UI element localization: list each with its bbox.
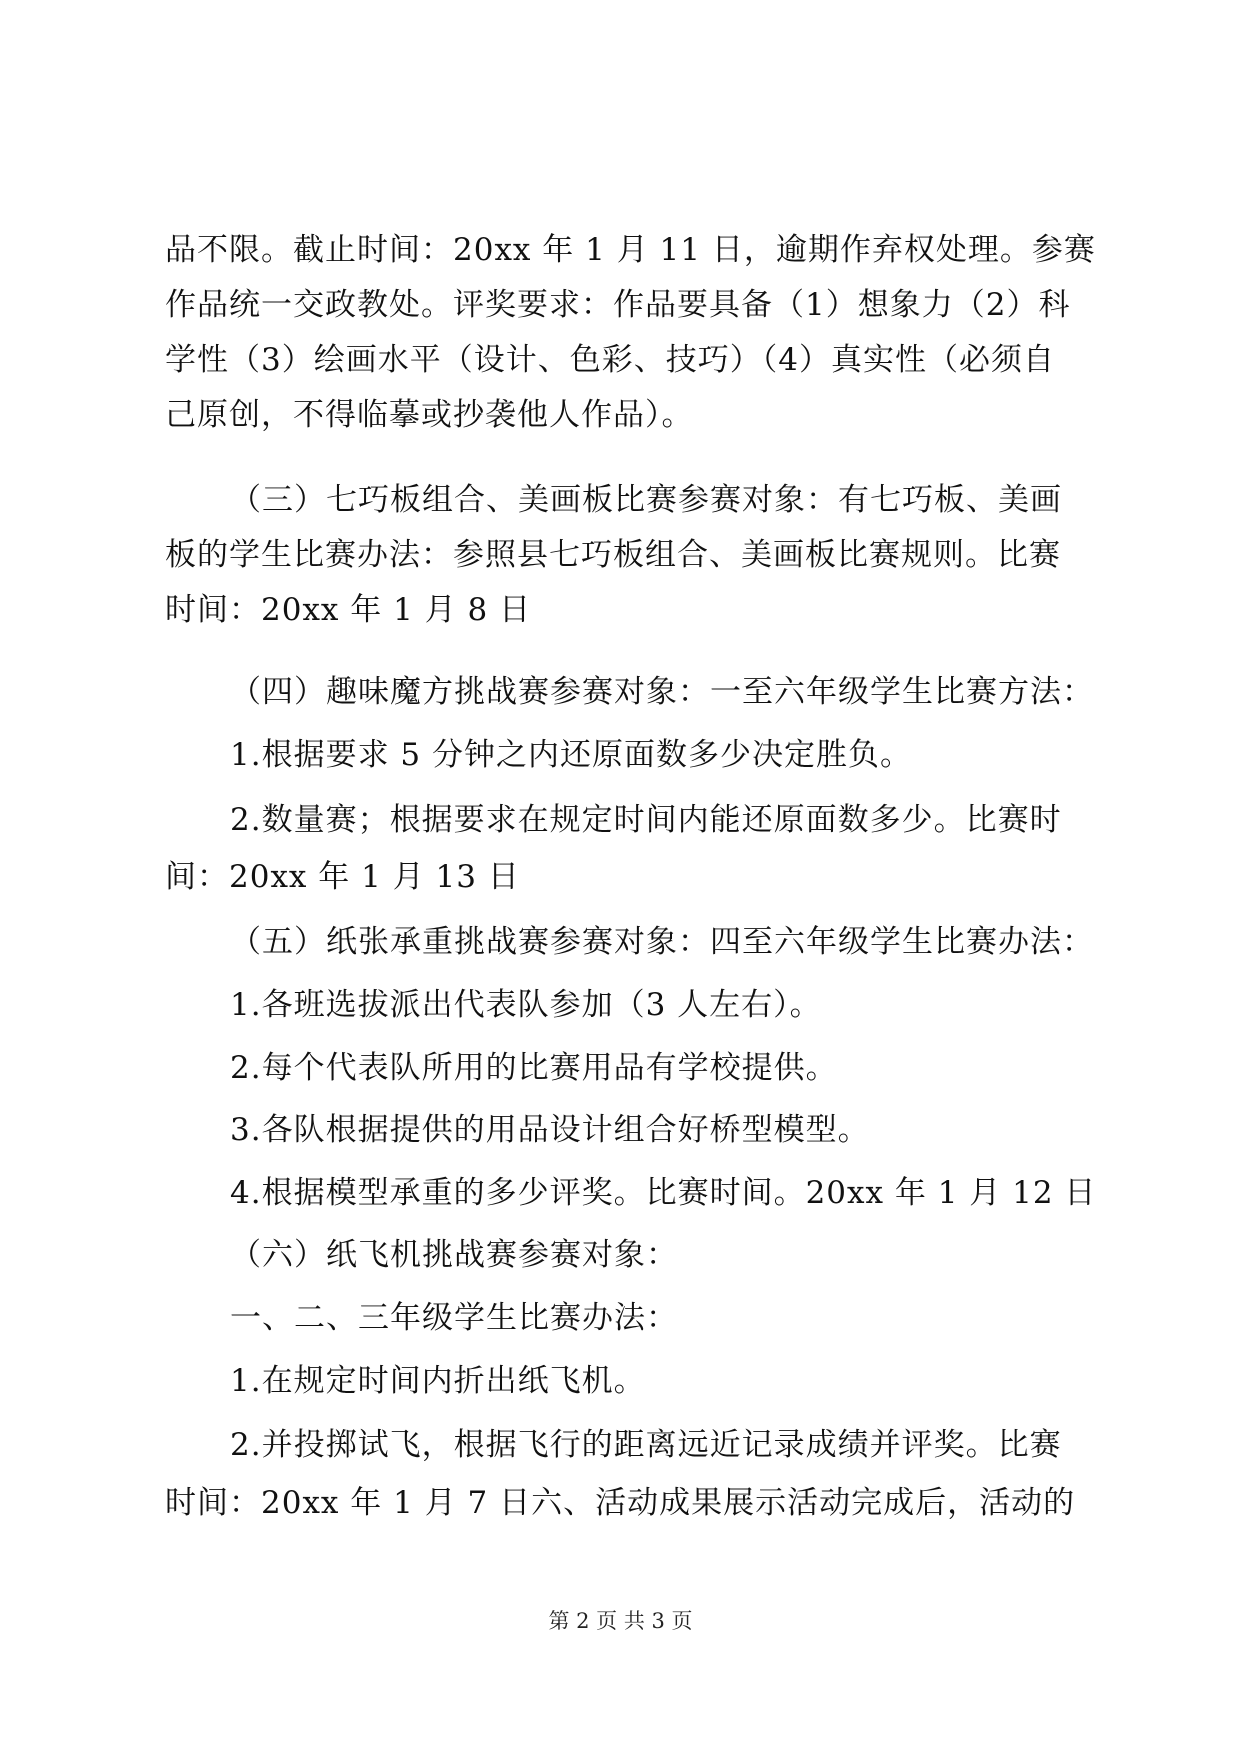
text-line: 作品统一交政教处。评奖要求：作品要具备（1）想象力（2）科 xyxy=(165,287,1071,323)
text-line: （六）纸飞机挑战赛参赛对象： xyxy=(230,1237,678,1273)
text-line: （三）七巧板组合、美画板比赛参赛对象：有七巧板、美画 xyxy=(230,482,1062,518)
text-line: 学性（3）绘画水平（设计、色彩、技巧）（4）真实性（必须自 xyxy=(165,342,1055,378)
text-line: 间：20xx 年 1 月 13 日 xyxy=(165,859,520,895)
page-number-footer: 第 2 页 共 3 页 xyxy=(548,1609,693,1633)
text-line: 时间：20xx 年 1 月 8 日 xyxy=(165,592,532,628)
text-line: （五）纸张承重挑战赛参赛对象：四至六年级学生比赛办法： xyxy=(230,924,1094,960)
text-line: 2.数量赛；根据要求在规定时间内能还原面数多少。比赛时 xyxy=(230,802,1062,838)
text-line: 1.各班选拔派出代表队参加（3 人左右）。 xyxy=(230,987,822,1023)
text-line: 板的学生比赛办法：参照县七巧板组合、美画板比赛规则。比赛 xyxy=(165,537,1061,573)
text-line: 一、二、三年级学生比赛办法： xyxy=(230,1300,678,1336)
text-line: 己原创，不得临摹或抄袭他人作品）。 xyxy=(165,397,694,433)
text-line: 2.并投掷试飞，根据飞行的距离远近记录成绩并评奖。比赛 xyxy=(230,1427,1062,1463)
text-line: 2.每个代表队所用的比赛用品有学校提供。 xyxy=(230,1050,838,1086)
text-line: （四）趣味魔方挑战赛参赛对象：一至六年级学生比赛方法： xyxy=(230,674,1094,710)
text-line: 品不限。截止时间：20xx 年 1 月 11 日，逾期作弃权处理。参赛 xyxy=(165,232,1096,268)
text-line: 时间：20xx 年 1 月 7 日六、活动成果展示活动完成后，活动的 xyxy=(165,1485,1076,1521)
text-line: 3.各队根据提供的用品设计组合好桥型模型。 xyxy=(230,1112,870,1148)
text-line: 1.在规定时间内折出纸飞机。 xyxy=(230,1363,646,1399)
text-line: 1.根据要求 5 分钟之内还原面数多少决定胜负。 xyxy=(230,737,913,773)
text-line: 4.根据模型承重的多少评奖。比赛时间。20xx 年 1 月 12 日 xyxy=(230,1175,1097,1211)
